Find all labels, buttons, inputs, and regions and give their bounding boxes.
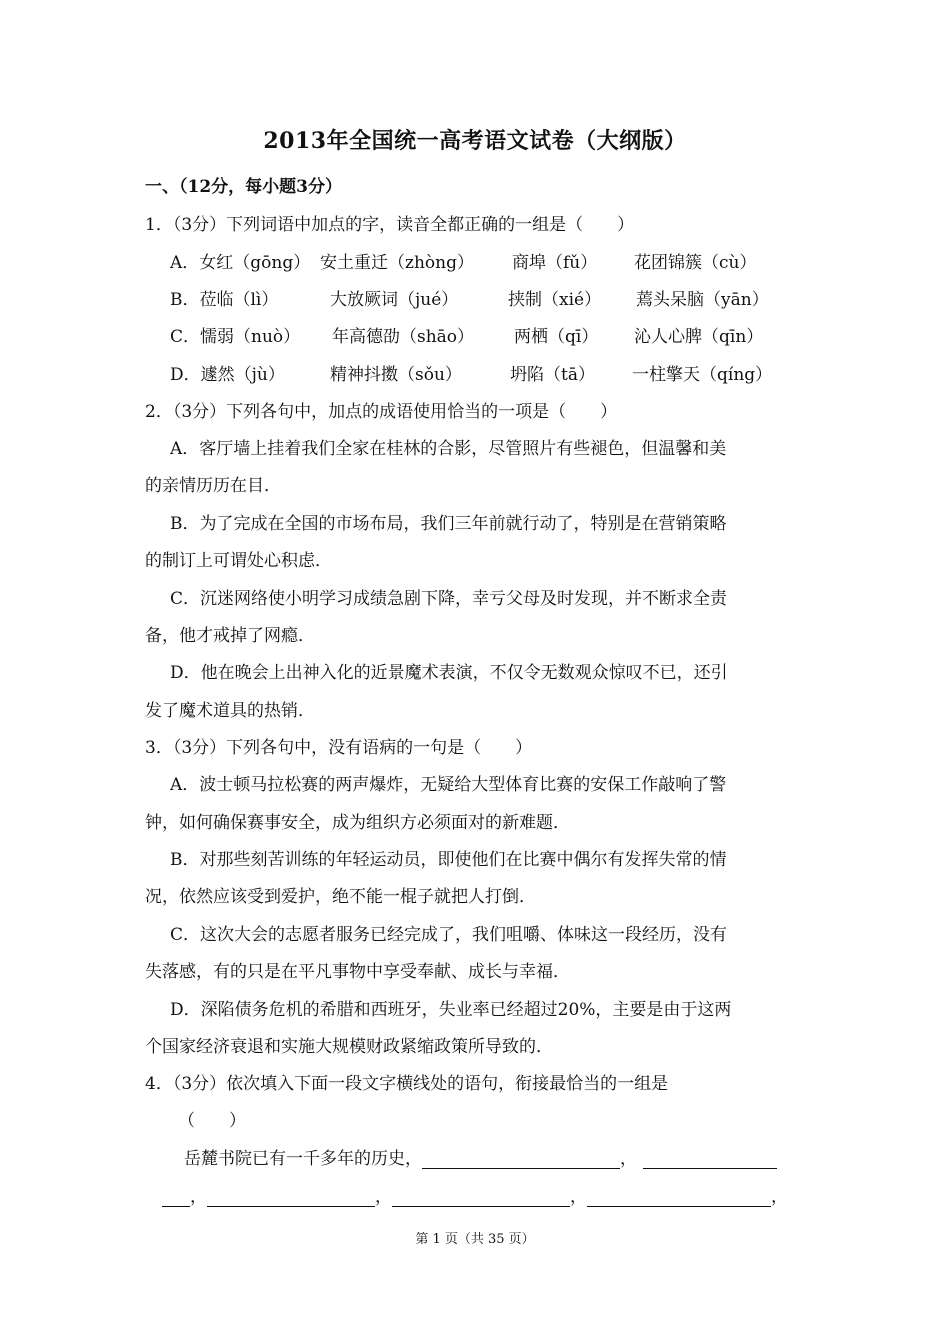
q4-stem: 4．（3分）依次填入下面一段文字横线处的语句，衔接最恰当的一组是: [145, 1074, 669, 1094]
q2-option-b-cont: 的制订上可谓处心积虑．: [145, 551, 332, 571]
fill-blank: [392, 1188, 570, 1207]
q1-option-a-1: A．女红（gōng）: [170, 253, 311, 273]
q1-option-b-3: 挟制（xié）: [508, 290, 602, 310]
q1-option-a-4: 花团锦簇（cù）: [634, 253, 757, 273]
q1-option-row: [170, 360, 772, 385]
q2-option-c: C．沉迷网络使小明学习成绩急剧下降，幸亏父母及时发现，并不断求全责: [170, 589, 728, 609]
fill-blank: [422, 1150, 620, 1169]
fill-blank: [587, 1188, 771, 1207]
q3-option-b-cont: 况，依然应该受到爱护，绝不能一棍子就把人打倒．: [145, 887, 536, 907]
q3-option-d-cont: 个国家经济衰退和实施大规模财政紧缩政策所导致的．: [145, 1037, 553, 1057]
q1-stem: 1．（3分）下列词语中加点的字，读音全都正确的一组是（ ）: [145, 215, 635, 235]
fill-blank: [643, 1150, 777, 1169]
q3-option-a-cont: 钟，如何确保赛事安全，成为组织方必须面对的新难题．: [145, 813, 570, 833]
q1-option-d-4: 一柱擎天（qíng）: [632, 365, 773, 385]
q4-answer-bracket: （ ）: [178, 1111, 246, 1131]
q3-option-c: C．这次大会的志愿者服务已经完成了，我们咀嚼、体味这一段经历，没有: [170, 925, 728, 945]
q1-option-c-2: 年高德劭（shāo）: [332, 327, 475, 347]
q3-option-b: B．对那些刻苦训练的年轻运动员，即使他们在比赛中偶尔有发挥失常的情: [170, 850, 727, 870]
comma: ，: [570, 1187, 587, 1207]
q3-option-c-cont: 失落感，有的只是在平凡事物中享受奉献、成长与幸福．: [145, 962, 570, 982]
q3-option-a: A．波士顿马拉松赛的两声爆炸，无疑给大型体育比赛的安保工作敲响了警: [170, 775, 727, 795]
q1-option-c-3: 两栖（qī）: [514, 327, 599, 347]
q1-option-b-4: 蔫头呆脑（yān）: [636, 290, 769, 310]
comma: ，: [620, 1149, 637, 1169]
fill-blank: [207, 1188, 375, 1207]
q1-option-c-1: C．懦弱（nuò）: [170, 327, 301, 347]
q1-option-b-2: 大放厥词（jué）: [330, 290, 459, 310]
section-heading: 一、（12分，每小题3分）: [145, 177, 342, 197]
q1-option-a-2: 安土重迁（zhòng）: [320, 253, 474, 273]
q4-passage-line-1: [184, 1144, 777, 1169]
q1-option-row: [170, 322, 763, 347]
q3-stem: 3．（3分）下列各句中，没有语病的一句是（ ）: [145, 738, 533, 758]
q2-option-d-cont: 发了魔术道具的热销．: [145, 701, 315, 721]
q2-option-b: B．为了完成在全国的市场布局，我们三年前就行动了，特别是在营销策略: [170, 514, 727, 534]
page-title: 2013年全国统一高考语文试卷（大纲版）: [263, 128, 687, 154]
comma: ，: [375, 1187, 392, 1207]
comma: ，: [771, 1187, 788, 1207]
q4-passage-line-2: [162, 1182, 788, 1207]
q1-option-c-4: 沁人心脾（qīn）: [634, 327, 764, 347]
q1-option-d-3: 坍陷（tā）: [510, 365, 595, 385]
q1-option-b-1: B．莅临（lì）: [170, 290, 279, 310]
q2-option-a-cont: 的亲情历历在目．: [145, 476, 281, 496]
fill-blank: [162, 1188, 190, 1207]
comma: ，: [190, 1187, 207, 1207]
q1-option-d-2: 精神抖擞（sǒu）: [330, 365, 462, 385]
q2-stem: 2．（3分）下列各句中，加点的成语使用恰当的一项是（ ）: [145, 402, 618, 422]
q1-option-row: [170, 285, 769, 310]
q4-passage-start: 岳麓书院已有一千多年的历史，: [184, 1149, 422, 1169]
q3-option-d: D．深陷债务危机的希腊和西班牙，失业率已经超过20%，主要是由于这两: [170, 1000, 732, 1020]
q1-option-row: [170, 248, 756, 273]
q1-option-a-3: 商埠（fǔ）: [512, 253, 598, 273]
q2-option-a: A．客厅墙上挂着我们全家在桂林的合影，尽管照片有些褪色，但温馨和美: [170, 439, 727, 459]
q2-option-c-cont: 备，他才戒掉了网瘾．: [145, 626, 315, 646]
page-footer: 第 1 页（共 35 页）: [415, 1232, 535, 1247]
q2-option-d: D．他在晚会上出神入化的近景魔术表演，不仅令无数观众惊叹不已，还引: [170, 663, 728, 683]
q1-option-d-1: D．遽然（jù）: [170, 365, 285, 385]
